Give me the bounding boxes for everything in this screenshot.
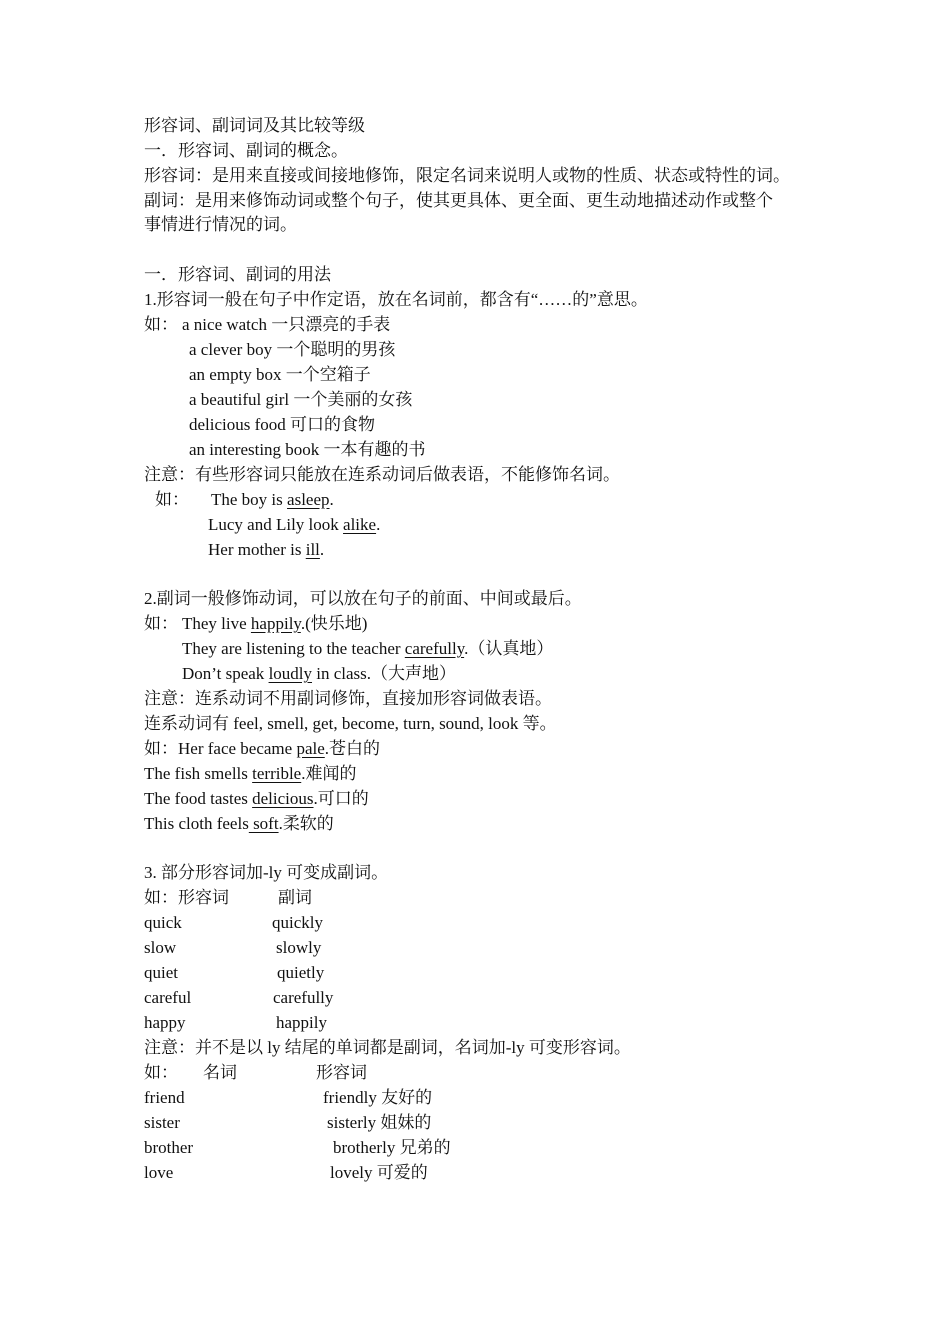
underlined-word: soft xyxy=(248,814,279,833)
noun-cell: sister xyxy=(144,1113,180,1132)
example-sentence: Lucy and Lily look alike. xyxy=(208,515,381,534)
adjective-cell: quick xyxy=(144,913,182,932)
point-3-intro: 3. 部分形容词加-ly 可变成副词。 xyxy=(144,863,389,882)
example-prefix: 如： xyxy=(144,315,178,334)
example-line: delicious food 可口的食物 xyxy=(189,415,376,434)
underlined-word: delicious xyxy=(252,789,314,808)
example-prefix: 如： xyxy=(144,614,178,633)
adverb-cell: carefully xyxy=(273,988,334,1007)
table-header: 如： xyxy=(144,1063,178,1082)
example-sentence: The food tastes delicious.可口的 xyxy=(144,789,369,808)
section-heading: 一．形容词、副词的概念。 xyxy=(144,141,348,160)
example-sentence: They are listening to the teacher carefully.（认真地） xyxy=(182,639,554,658)
note-line: 注意：并不是以 ly 结尾的单词都是副词，名词加-ly 可变形容词。 xyxy=(144,1038,631,1057)
underlined-word: happily xyxy=(250,614,301,633)
note-line: 注意：有些形容词只能放在连系动词后做表语，不能修饰名词。 xyxy=(144,465,620,484)
example-line: a nice watch 一只漂亮的手表 xyxy=(182,315,391,334)
adjective-cell: brotherly 兄弟的 xyxy=(333,1138,451,1157)
example-sentence: The fish smells terrible.难闻的 xyxy=(144,764,357,783)
underlined-word: pale xyxy=(296,739,325,758)
adjective-cell: careful xyxy=(144,988,192,1007)
adverb-definition: 副词：是用来修饰动词或整个句子，使其更具体、更全面、更生动地描述动作或整个 xyxy=(144,191,773,210)
underlined-word: ill xyxy=(305,540,320,559)
adverb-cell: quickly xyxy=(272,913,323,932)
document-title: 形容词、副词词及其比较等级 xyxy=(144,116,365,135)
noun-cell: brother xyxy=(144,1138,194,1157)
example-line: a clever boy 一个聪明的男孩 xyxy=(189,340,396,359)
table-header: 名词 xyxy=(203,1063,237,1082)
noun-cell: love xyxy=(144,1163,174,1182)
example-line: a beautiful girl 一个美丽的女孩 xyxy=(189,390,413,409)
table-header: 形容词 xyxy=(316,1063,367,1082)
underlined-word: terrible xyxy=(252,764,302,783)
adverb-cell: quietly xyxy=(277,963,325,982)
table-header: 副词 xyxy=(278,888,312,907)
adjective-cell: sisterly 姐妹的 xyxy=(327,1113,432,1132)
point-1-intro: 1.形容词一般在句子中作定语，放在名词前，都含有“……的”意思。 xyxy=(144,290,648,309)
section-heading: 一．形容词、副词的用法 xyxy=(144,265,331,284)
adjective-cell: happy xyxy=(144,1013,186,1032)
adjective-cell: lovely 可爱的 xyxy=(330,1163,428,1182)
example-sentence: This cloth feels soft.柔软的 xyxy=(144,814,334,833)
example-line: an interesting book 一本有趣的书 xyxy=(189,440,426,459)
example-prefix: 如： xyxy=(155,490,189,509)
example-sentence: They live happily.(快乐地) xyxy=(182,614,368,633)
adverb-cell: happily xyxy=(276,1013,327,1032)
underlined-word: loudly xyxy=(268,664,313,683)
example-sentence: The boy is asleep. xyxy=(211,490,334,509)
underlined-word: asleep xyxy=(287,490,330,509)
adverb-cell: slowly xyxy=(276,938,322,957)
example-sentence: 如：Her face became pale.苍白的 xyxy=(144,739,381,758)
underlined-word: alike xyxy=(343,515,377,534)
table-header: 如：形容词 xyxy=(144,888,229,907)
adverb-definition-cont: 事情进行情况的词。 xyxy=(144,215,297,234)
adjective-cell: friendly 友好的 xyxy=(323,1088,433,1107)
note-line: 连系动词有 feel, smell, get, become, turn, sound, look 等。 xyxy=(144,714,557,733)
example-sentence: Her mother is ill. xyxy=(208,540,325,559)
adjective-cell: slow xyxy=(144,938,177,957)
underlined-word: carefully xyxy=(404,639,465,658)
note-line: 注意：连系动词不用副词修饰，直接加形容词做表语。 xyxy=(144,689,552,708)
adjective-cell: quiet xyxy=(144,963,178,982)
point-2-intro: 2.副词一般修饰动词，可以放在句子的前面、中间或最后。 xyxy=(144,589,582,608)
example-sentence: Don’t speak loudly in class.（大声地） xyxy=(182,664,457,683)
noun-cell: friend xyxy=(144,1088,185,1107)
example-line: an empty box 一个空箱子 xyxy=(189,365,371,384)
adjective-definition: 形容词：是用来直接或间接地修饰，限定名词来说明人或物的性质、状态或特性的词。 xyxy=(144,166,790,185)
